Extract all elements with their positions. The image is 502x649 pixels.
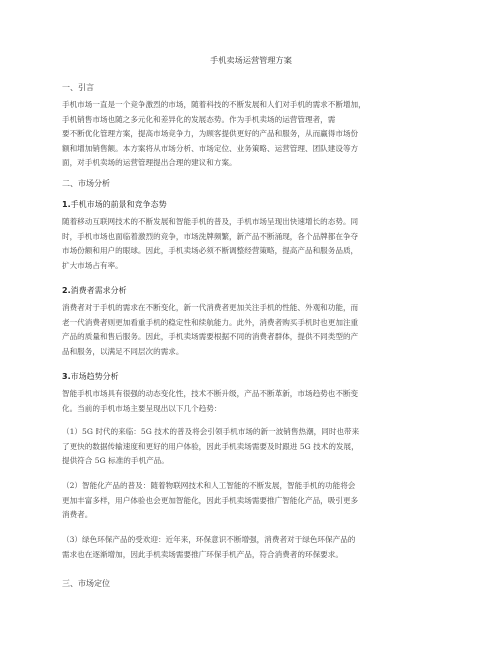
- text-line: 面，对手机卖场的运营管理提出合理的建议和方案。: [62, 158, 237, 167]
- trend-item-green-products: [62, 533, 440, 562]
- document-title: 手机卖场运营管理方案: [210, 55, 292, 65]
- text-line: 产品的质量和售后服务。因此，手机卖场需要根据不同的消费者群体，提供不同类型的产: [62, 332, 359, 341]
- market-outlook-paragraph: [62, 215, 440, 273]
- text-line: 消费者。: [62, 510, 93, 519]
- subheading-market-outlook: [62, 199, 167, 210]
- text-line: 了更快的数据传输速度和更好的用户体验，因此手机卖场需要及时跟进 5G 技术的发展，: [62, 441, 359, 451]
- subheading-consumer-demand: [62, 285, 127, 296]
- text-line: 时，手机市场也面临着激烈的竞争，市场洗牌频繁，新产品不断涌现，各个品牌都在争夺: [62, 231, 359, 241]
- text-line: （3）绿色环保产品的受欢迎：近年来，环保意识不断增强，消费者对于绿色环保产品的: [62, 535, 356, 544]
- text-line: 市场份额和用户的眼球。因此，手机卖场必须不断调整经营策略，提高产品和服务品质，: [62, 246, 359, 255]
- text-line: 更加丰富多样，用户体验也会更加智能化，因此手机卖场需要推广智能化产品，吸引更多: [62, 495, 359, 505]
- text-line: 化。当前的手机市场主要呈现出以下几个趋势：: [62, 403, 222, 413]
- subheading-market-trend: [62, 371, 119, 382]
- text-line: 手机销售市场也随之多元化和差异化的发展态势。作为手机卖场的运营管理者，需: [62, 114, 336, 124]
- text-line: （2）智能化产品的普及：随着物联网技术和人工智能的不断发展，智能手机的功能将会: [62, 481, 356, 490]
- subheading-text: 消费者需求分析: [70, 286, 127, 295]
- section-heading-market-positioning: 三、市场定位: [62, 579, 110, 588]
- text-line: 老一代消费者则更加看重手机的稳定性和续航能力。此外，消费者购买手机时也更加注重: [62, 317, 359, 327]
- text-line: 提供符合 5G 标准的手机产品。: [62, 456, 169, 465]
- text-line: 扩大市场占有率。: [62, 260, 123, 270]
- trend-item-5g: [62, 425, 440, 469]
- section-heading-market-analysis: 二、市场分析: [62, 179, 110, 188]
- text-line: 随着移动互联网技术的不断发展和智能手机的普及，手机市场呈现出快速增长的态势。同: [62, 217, 359, 226]
- subheading-number: 3.: [62, 372, 71, 381]
- introduction-paragraph: [62, 98, 440, 171]
- subheading-text: 手机市场的前景和竞争态势: [70, 200, 167, 209]
- section-heading-introduction: 一、引言: [62, 83, 94, 92]
- text-line: 品和服务，以满足不同层次的需求。: [62, 346, 184, 356]
- text-line: 需求也在逐渐增加，因此手机卖场需要推广环保手机产品，符合消费者的环保要求。: [62, 549, 343, 559]
- text-line: 智能手机市场具有很强的动态变化性，技术不断升级，产品不断革新，市场趋势也不断变: [62, 389, 359, 398]
- subheading-text: 市场趋势分析: [70, 372, 119, 381]
- subheading-number: 2.: [62, 286, 71, 295]
- trend-item-smart-products: [62, 479, 440, 523]
- subheading-number: 1.: [62, 200, 71, 209]
- text-line: 要不断优化管理方案，提高市场竞争力，为顾客提供更好的产品和服务，从而赢得市场份: [62, 129, 359, 138]
- text-line: 手机市场一直是一个竞争激烈的市场，随着科技的不断发展和人们对手机的需求不断增加，: [62, 100, 366, 109]
- market-trend-paragraph: [62, 387, 440, 416]
- consumer-demand-paragraph: [62, 301, 440, 359]
- text-line: （1）5G 时代的来临：5G 技术的普及将会引领手机市场的新一波销售热潮，同时也带来: [62, 427, 360, 436]
- text-line: 额和增加销售额。本方案将从市场分析、市场定位、业务策略、运营管理、团队建设等方: [62, 143, 359, 153]
- text-line: 消费者对于手机的需求在不断变化，新一代消费者更加关注手机的性能、外观和功能，而: [62, 303, 359, 312]
